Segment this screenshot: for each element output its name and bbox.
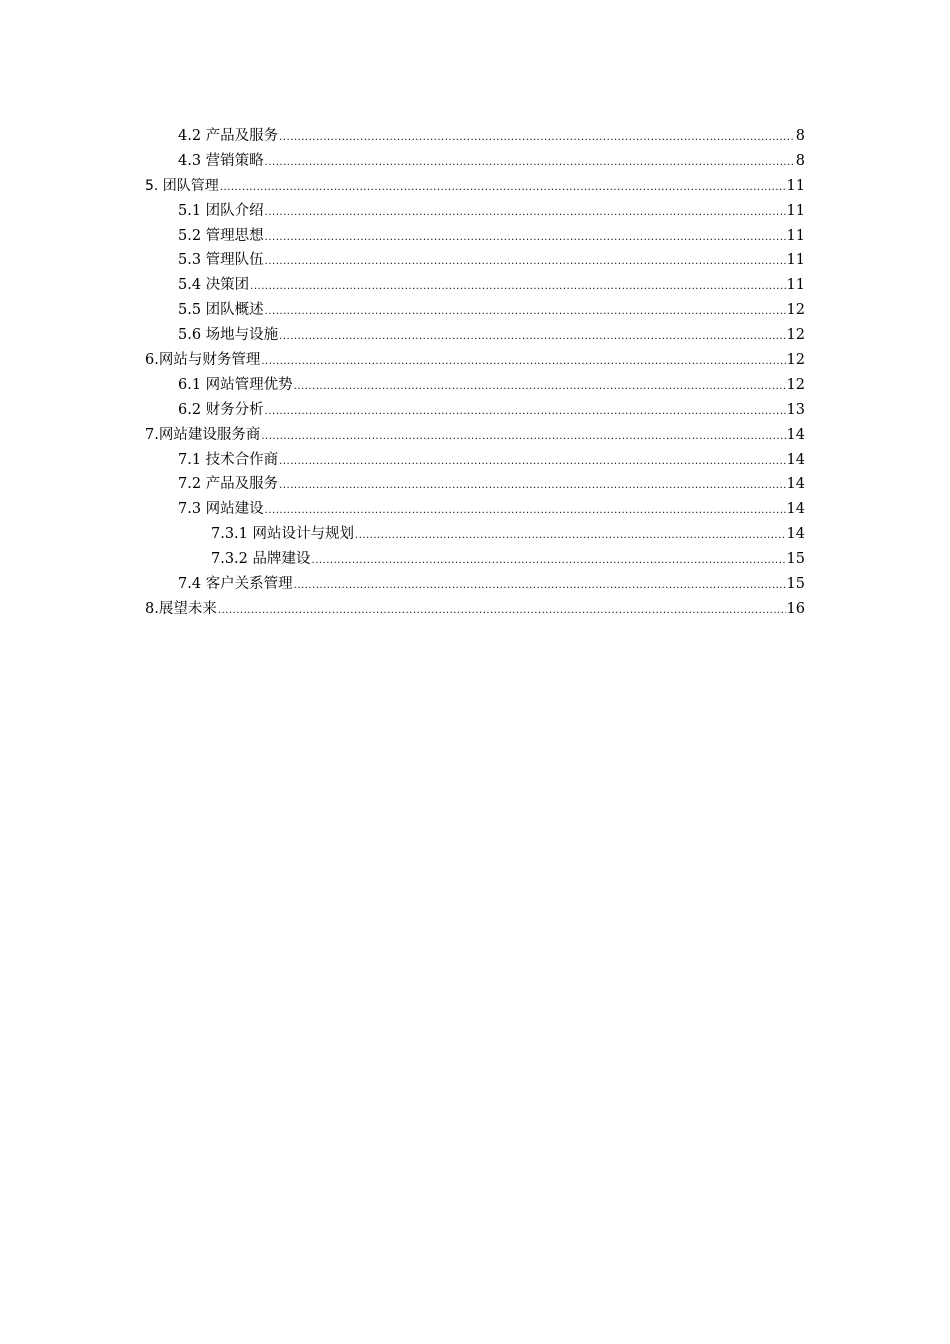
toc-entry-7[interactable] bbox=[145, 423, 805, 448]
toc-entry-7-3-1[interactable] bbox=[145, 522, 805, 547]
toc-dot-leader bbox=[279, 126, 795, 151]
toc-entry-7-1[interactable] bbox=[145, 448, 805, 473]
toc-entry-title: 7.4 客户关系管理 bbox=[178, 576, 293, 593]
toc-dot-leader bbox=[355, 524, 786, 549]
toc-entry-title: 6.1 网站管理优势 bbox=[178, 376, 293, 393]
toc-dot-leader bbox=[265, 201, 786, 226]
toc-entry-title: 5.6 场地与设施 bbox=[178, 327, 279, 344]
toc-entry-title: 7.3.2 品牌建设 bbox=[211, 551, 311, 568]
toc-page-number: 12 bbox=[786, 327, 805, 344]
toc-entry-title: 7.2 产品及服务 bbox=[178, 476, 279, 493]
toc-entry-4-2[interactable] bbox=[145, 124, 805, 149]
toc-entry-6-1[interactable] bbox=[145, 373, 805, 398]
toc-entry-title: 4.2 产品及服务 bbox=[178, 128, 279, 144]
toc-dot-leader bbox=[265, 499, 786, 524]
toc-dot-leader bbox=[265, 250, 786, 275]
toc-dot-leader bbox=[261, 350, 785, 375]
toc-page-number: 14 bbox=[786, 501, 805, 518]
toc-dot-leader bbox=[279, 450, 785, 475]
toc-entry-title: 6.2 财务分析 bbox=[178, 401, 264, 418]
toc-entry-7-3[interactable] bbox=[145, 497, 805, 522]
toc-page-number: 11 bbox=[786, 252, 805, 269]
toc-entry-5[interactable] bbox=[145, 174, 805, 199]
toc-page-number: 14 bbox=[786, 426, 805, 443]
toc-dot-leader bbox=[250, 275, 785, 300]
toc-page-number: 15 bbox=[786, 551, 805, 568]
toc-entry-7-4[interactable] bbox=[145, 572, 805, 597]
toc-dot-leader bbox=[265, 226, 786, 251]
toc-entry-title: 4.3 营销策略 bbox=[178, 152, 264, 169]
toc-page-number: 11 bbox=[786, 202, 805, 219]
toc-dot-leader bbox=[220, 176, 786, 201]
toc-page-number: 12 bbox=[786, 352, 805, 369]
toc-entry-6-2[interactable] bbox=[145, 398, 805, 423]
toc-entry-title: 7.3.1 网站设计与规划 bbox=[211, 526, 355, 543]
toc-entry-title: 7.网站建设服务商 bbox=[145, 426, 261, 443]
toc-page-number: 16 bbox=[786, 600, 805, 617]
toc-dot-leader bbox=[265, 300, 786, 325]
toc-dot-leader bbox=[279, 325, 785, 350]
toc-entry-title: 5. 团队管理 bbox=[145, 177, 219, 194]
toc-entry-6[interactable] bbox=[145, 348, 805, 373]
toc-page-number: 14 bbox=[786, 451, 805, 468]
toc-entry-5-5[interactable] bbox=[145, 298, 805, 323]
toc-entry-5-6[interactable] bbox=[145, 323, 805, 348]
toc-page-number: 11 bbox=[786, 277, 805, 294]
toc-entry-title: 5.3 管理队伍 bbox=[178, 252, 264, 269]
toc-entry-title: 8.展望未来 bbox=[145, 600, 217, 617]
toc-entry-7-2[interactable] bbox=[145, 472, 805, 497]
toc-page-number: 11 bbox=[786, 227, 805, 244]
toc-dot-leader bbox=[261, 425, 785, 450]
toc-page-number: 15 bbox=[786, 576, 805, 593]
toc-entry-title: 5.1 团队介绍 bbox=[178, 202, 264, 219]
toc-dot-leader bbox=[218, 599, 786, 624]
toc-entry-title: 7.1 技术合作商 bbox=[178, 451, 279, 468]
toc-entry-title: 5.5 团队概述 bbox=[178, 302, 264, 319]
toc-page-number: 14 bbox=[786, 476, 805, 493]
toc-entry-5-3[interactable] bbox=[145, 248, 805, 273]
toc-entry-8[interactable] bbox=[145, 597, 805, 622]
toc-page-number: 12 bbox=[786, 376, 805, 393]
toc-entry-title: 5.4 决策团 bbox=[178, 277, 250, 294]
table-of-contents bbox=[145, 124, 805, 622]
toc-page-number: 8 bbox=[795, 152, 805, 169]
toc-dot-leader bbox=[265, 151, 795, 176]
toc-entry-4-3[interactable] bbox=[145, 149, 805, 174]
toc-entry-5-1[interactable] bbox=[145, 199, 805, 224]
toc-entry-title: 7.3 网站建设 bbox=[178, 501, 264, 518]
toc-entry-title: 6.网站与财务管理 bbox=[145, 352, 261, 369]
toc-entry-7-3-2[interactable] bbox=[145, 547, 805, 572]
toc-entry-title: 5.2 管理思想 bbox=[178, 227, 264, 244]
toc-entry-5-4[interactable] bbox=[145, 273, 805, 298]
toc-dot-leader bbox=[294, 574, 786, 599]
toc-page-number: 12 bbox=[786, 302, 805, 319]
toc-page-number: 14 bbox=[786, 526, 805, 543]
toc-dot-leader bbox=[279, 474, 785, 499]
toc-dot-leader bbox=[265, 400, 786, 425]
toc-dot-leader bbox=[312, 549, 786, 574]
toc-page-number: 13 bbox=[786, 401, 805, 418]
toc-dot-leader bbox=[294, 375, 786, 400]
toc-page-number: 11 bbox=[786, 177, 805, 194]
toc-entry-5-2[interactable] bbox=[145, 224, 805, 249]
toc-page-number: 8 bbox=[795, 128, 805, 144]
